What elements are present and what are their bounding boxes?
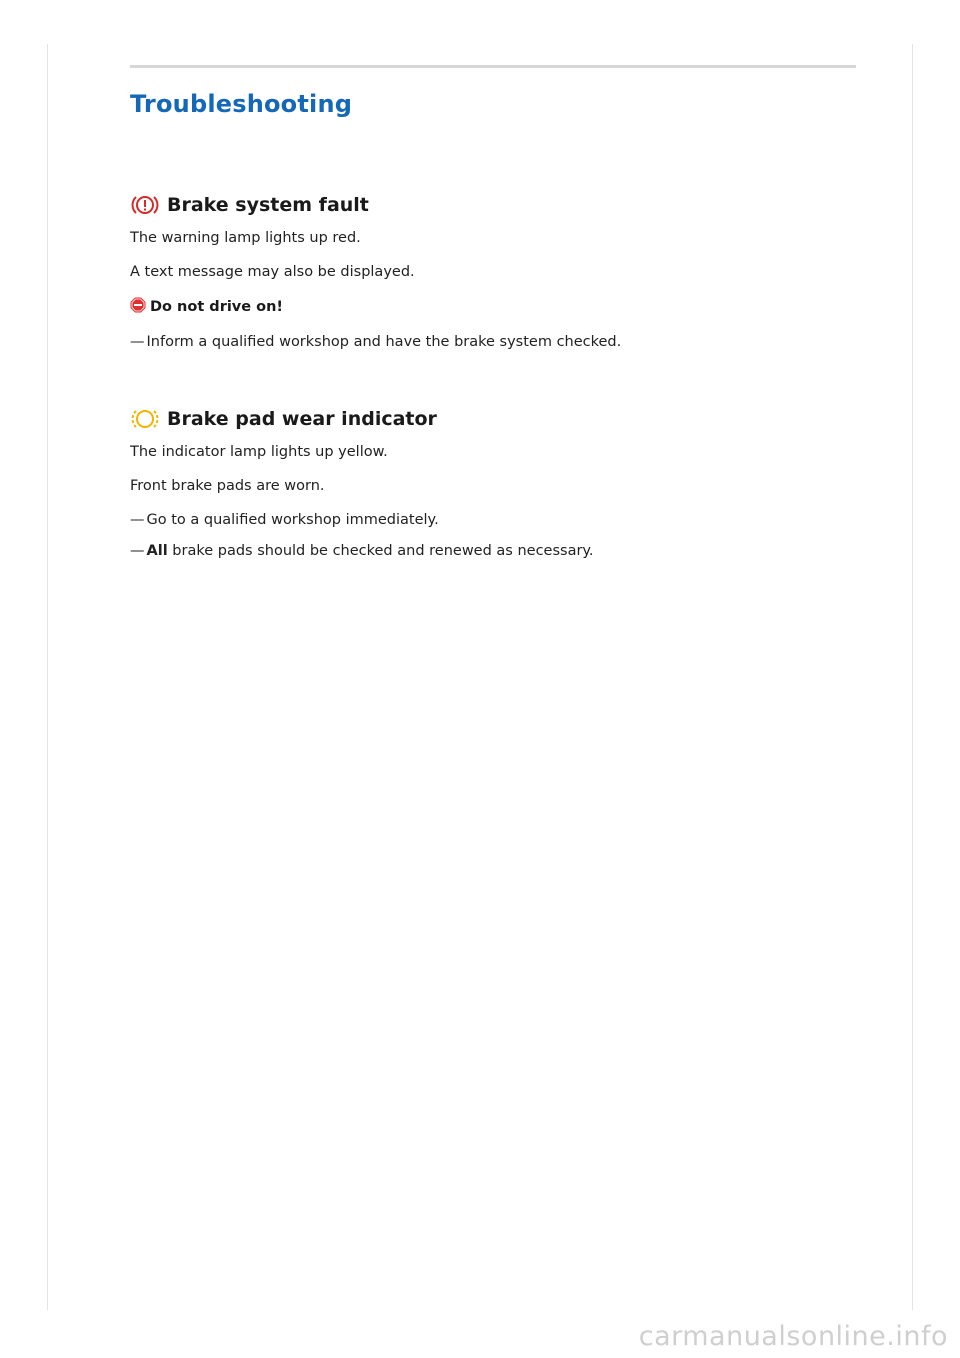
stop-warning (130, 297, 870, 317)
section-heading (130, 405, 870, 433)
section-brake-pad-wear-indicator (130, 405, 870, 573)
action-step (130, 542, 870, 560)
stop-icon (130, 297, 146, 317)
paragraph: A text message may also be displayed. (130, 264, 415, 280)
step-text: brake pads should be checked and renewed as necessary. (167, 543, 594, 559)
step-dash: — (130, 334, 145, 350)
section-heading (130, 191, 870, 219)
action-step (130, 333, 870, 351)
paragraph: Front brake pads are worn. (130, 478, 325, 494)
stop-text: Do not drive on! (150, 299, 284, 315)
right-margin-line (912, 44, 913, 1310)
step-dash: — (130, 543, 145, 559)
left-margin-line (47, 44, 48, 1310)
page-title: Troubleshooting (130, 90, 353, 118)
section-brake-system-fault (130, 191, 870, 364)
step-dash: — (130, 512, 145, 528)
paragraph: The indicator lamp lights up yellow. (130, 444, 388, 460)
brake-warning-icon (130, 193, 160, 217)
brake-pad-wear-icon (130, 407, 160, 431)
section-heading-text: Brake pad wear indicator (167, 408, 437, 430)
paragraph: The warning lamp lights up red. (130, 230, 361, 246)
top-rule (130, 65, 856, 68)
watermark: carmanualsonline.info (638, 1321, 948, 1352)
action-step (130, 511, 870, 529)
step-text: Go to a qualified workshop immediately. (146, 512, 439, 528)
step-emphasis: All (146, 543, 168, 559)
step-text: Inform a qualified workshop and have the brake system checked. (146, 334, 622, 350)
section-heading-text: Brake system fault (167, 194, 369, 216)
